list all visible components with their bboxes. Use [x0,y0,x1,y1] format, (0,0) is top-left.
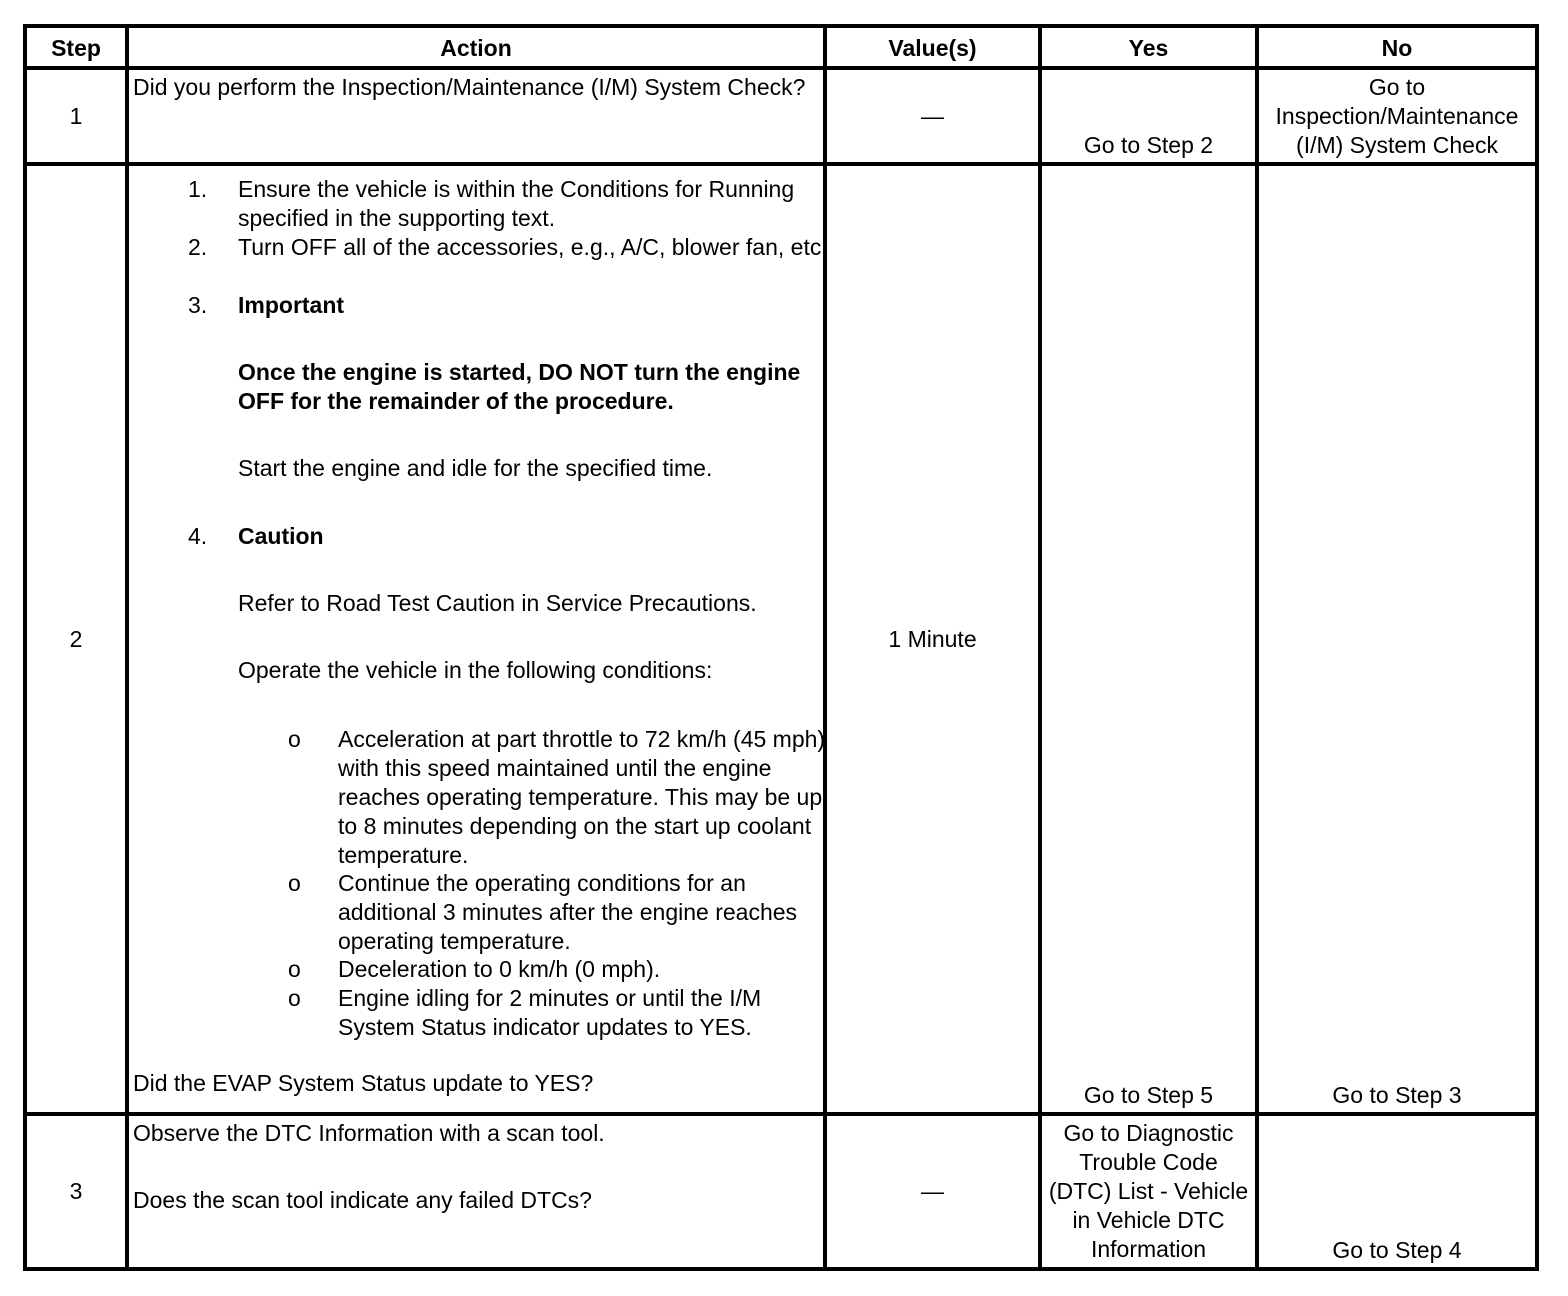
action-cell [127,164,828,1114]
value-cell: — [825,68,1040,164]
bullet-marker: o [288,956,301,983]
header-values: Value(s) [825,26,1040,68]
yes-link[interactable]: Go to Step 5 [1040,164,1257,1114]
yes-link[interactable]: Go to Step 2 [1040,68,1257,164]
yes-link[interactable]: Go to Diagnostic Trouble Code (DTC) List - Vehicle in Vehicle DTC Information [1040,1114,1257,1269]
list-number: 4. [188,523,208,550]
step-number: 3 [25,1114,127,1269]
value-cell: — [825,1114,1040,1269]
list-item: Turn OFF all of the accessories, e.g., A/C, blower fan, etc. [238,234,828,261]
diagnostic-table [23,24,1539,1271]
bullet-marker: o [288,870,301,897]
bullet-item: Deceleration to 0 km/h (0 mph). [338,956,661,983]
step-number: 2 [25,164,127,1114]
bullet-item: Continue the operating conditions for an additional 3 minutes after the engine reaches operating temperature. [338,870,798,955]
important-notice: Once the engine is started, DO NOT turn the engine OFF for the remainder of the procedure. [238,359,801,415]
list-item: Ensure the vehicle is within the Conditions for Running specified in the supporting text. [238,176,795,232]
question-text: Does the scan tool indicate any failed DTCs? [133,1187,592,1214]
list-number: 1. [188,176,208,203]
action-text: Did you perform the Inspection/Maintenance (I/M) System Check? [127,68,825,164]
list-item: Operate the vehicle in the following conditions: [238,657,713,684]
table-row-step-3 [25,1114,1537,1269]
bullet-item: Acceleration at part throttle to 72 km/h (45 mph) with this speed maintained until the engine reaches operating temperature. This may be up to 8 minutes depending on the start up coolant temperature. [338,726,826,869]
no-link[interactable]: Go to Step 3 [1257,164,1537,1114]
table-row-step-2 [25,164,1537,1114]
caution-heading: Caution [238,523,324,550]
question-text: Did the EVAP System Status update to YES? [133,1070,594,1097]
list-number: 3. [188,292,208,319]
important-heading: Important [238,292,345,319]
header-yes: Yes [1040,26,1257,68]
list-item: Refer to Road Test Caution in Service Precautions. [238,590,757,617]
action-text: Observe the DTC Information with a scan tool. [133,1120,605,1147]
header-step: Step [25,26,127,68]
header-row [25,26,1537,68]
header-no: No [1257,26,1537,68]
step-number: 1 [25,68,127,164]
no-link[interactable]: Go to Step 4 [1257,1114,1537,1269]
table-row-step-1 [25,68,1537,164]
value-cell: 1 Minute [825,164,1040,1114]
no-link[interactable]: Go to Inspection/Maintenance (I/M) System Check [1257,68,1537,164]
header-action: Action [127,26,825,68]
action-cell [127,1114,825,1269]
bullet-marker: o [288,985,301,1012]
list-number: 2. [188,234,208,261]
list-item: Start the engine and idle for the specified time. [238,455,713,482]
bullet-marker: o [288,726,301,753]
bullet-item: Engine idling for 2 minutes or until the I/M System Status indicator updates to YES. [338,985,762,1041]
